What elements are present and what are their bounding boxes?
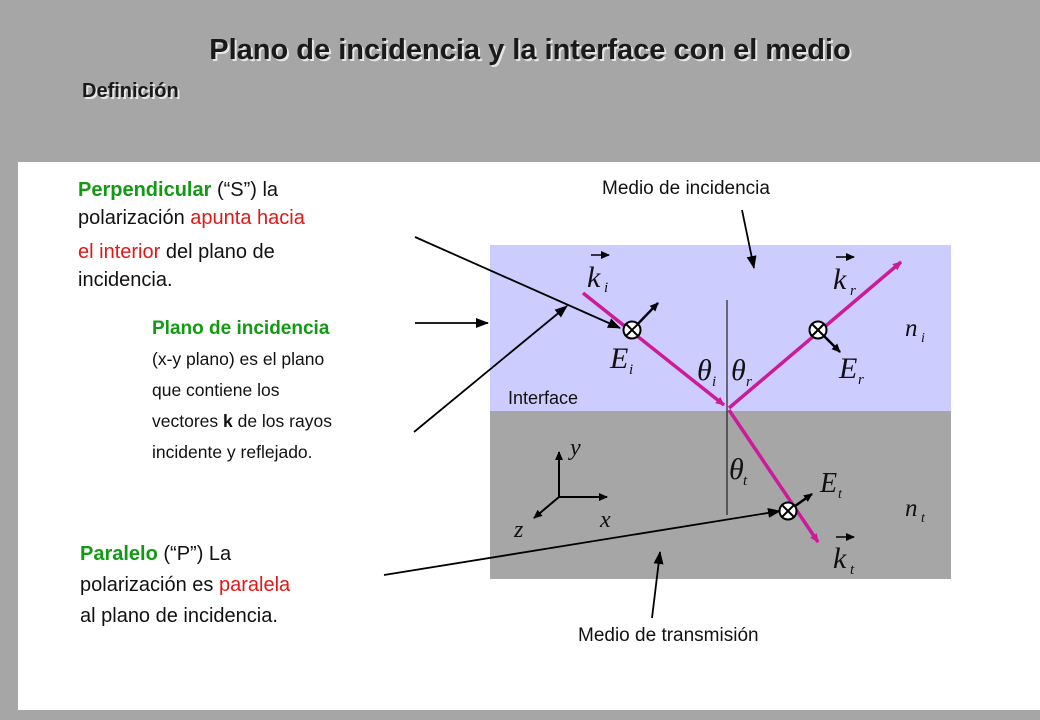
svg-text:r: r: [850, 283, 856, 299]
svg-text:r: r: [746, 374, 752, 390]
svg-text:i: i: [921, 331, 925, 346]
svg-text:E: E: [610, 342, 629, 375]
svg-text:t: t: [838, 487, 842, 502]
plane-of-incidence-description: Plano de incidencia (x-y plano) es el plano que contiene los vectores k de los rayos incidente y reflejado.: [152, 318, 332, 462]
svg-text:i: i: [604, 280, 609, 296]
svg-text:k: k: [833, 542, 847, 575]
interface-label: Interface: [508, 388, 579, 408]
svg-text:t: t: [743, 473, 748, 489]
transmission-medium-label: Medio de transmisión: [578, 625, 759, 646]
svg-text:i: i: [712, 374, 717, 390]
svg-text:n: n: [905, 315, 918, 342]
perpendicular-term: Perpendicular: [78, 179, 212, 201]
svg-text:k: k: [833, 263, 847, 296]
svg-text:n: n: [905, 495, 918, 522]
axis-label-z: z: [514, 517, 524, 543]
incidence-medium-label: Medio de incidencia: [602, 178, 770, 199]
axis-label-y: y: [570, 435, 581, 461]
slide-title: Plano de incidencia y la interface con el medio: [209, 34, 851, 66]
svg-text:θ: θ: [697, 354, 712, 387]
svg-text:k: k: [587, 261, 601, 294]
incidence-medium-region: [490, 245, 951, 411]
svg-text:t: t: [921, 511, 925, 526]
perpendicular-description: Perpendicular (“S”) la polarización apunta hacia el interior del plano de incidencia.: [78, 179, 305, 291]
svg-text:i: i: [629, 362, 634, 378]
parallel-term: Paralelo: [80, 543, 158, 565]
svg-text:E: E: [820, 468, 838, 499]
axis-label-x: x: [600, 507, 611, 533]
svg-text:θ: θ: [731, 354, 746, 387]
svg-text:t: t: [850, 562, 855, 578]
slide-subtitle: Definición: [82, 80, 179, 102]
svg-text:E: E: [839, 352, 858, 385]
svg-text:r: r: [858, 372, 864, 388]
plane-term: Plano de incidencia: [152, 318, 330, 339]
parallel-description: Paralelo (“P”) La polarización es paralela al plano de incidencia.: [80, 543, 291, 627]
svg-text:θ: θ: [729, 453, 744, 486]
